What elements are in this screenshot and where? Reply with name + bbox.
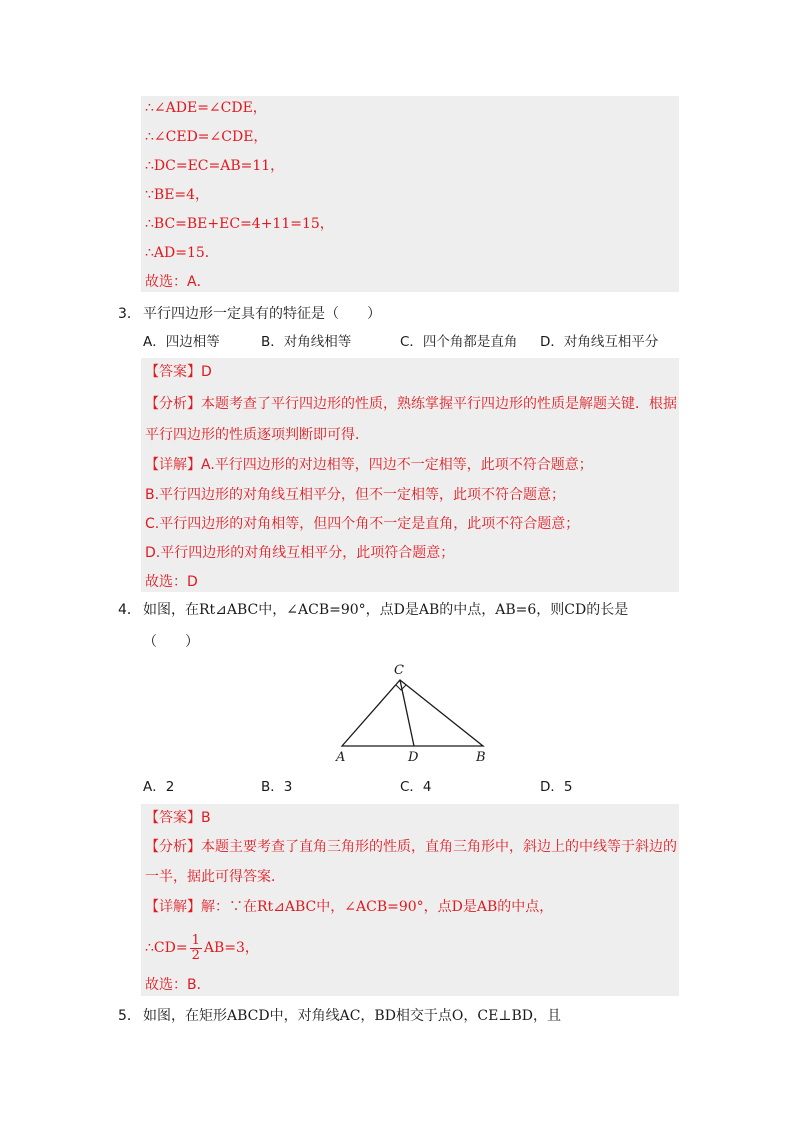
option-c: C．4 — [400, 779, 432, 795]
question-number: 4． — [118, 602, 141, 618]
answer-line: 【答案】B — [145, 810, 211, 826]
option-a: A．2 — [143, 779, 175, 795]
fraction-numerator: 1 — [191, 932, 200, 948]
answer-line: 【答案】D — [145, 364, 212, 380]
option-a: A．四边相等 — [143, 334, 220, 350]
fraction-one-half — [190, 934, 202, 963]
question-stem: 如图，在Rt⊿ABC中，∠ACB=90°，点D是AB的中点，AB=6，则CD的长是 — [143, 602, 629, 618]
detail-line: D.平行四边形的对角线互相平分，此项符合题意； — [145, 545, 455, 561]
vertex-label-b: B — [476, 750, 486, 765]
question-number: 3． — [118, 306, 141, 322]
triangle-figure — [330, 660, 500, 766]
choice-line: 故选：B． — [145, 977, 211, 993]
option-b: B．对角线相等 — [261, 334, 352, 350]
detail-prefix: ∴CD= — [145, 940, 188, 956]
detail-line: 【详解】解：∵在Rt⊿ABC中，∠ACB=90°，点D是AB的中点， — [145, 899, 554, 915]
detail-line-fraction — [145, 928, 259, 968]
option-d: D．5 — [540, 779, 573, 795]
fraction-denominator: 2 — [191, 947, 200, 963]
vertex-label-d: D — [408, 750, 419, 765]
question-stem: 平行四边形一定具有的特征是（ ） — [143, 306, 381, 322]
solution-line: ∴AD=15． — [145, 245, 219, 261]
solution-panel-prev — [141, 96, 679, 292]
solution-line: ∴DC=EC=AB=11， — [145, 158, 285, 174]
question-number: 5． — [118, 1008, 141, 1024]
solution-line: ∴∠CED=∠CDE， — [145, 129, 268, 145]
vertex-label-c: C — [394, 663, 404, 678]
analysis-line: 平行四边形的性质逐项判断即可得． — [145, 427, 369, 443]
choice-line: 故选：D — [145, 574, 198, 590]
detail-line: C.平行四边形的对角相等，但四个角不一定是直角，此项不符合题意； — [145, 516, 580, 532]
analysis-line: 一半，据此可得答案． — [145, 869, 285, 885]
solution-line: ∵BE=4， — [145, 187, 210, 203]
vertex-label-a: A — [336, 750, 346, 765]
question-paren: （ ） — [143, 634, 199, 650]
option-d: D．对角线互相平分 — [540, 334, 659, 350]
analysis-line: 【分析】本题主要考查了直角三角形的性质，直角三角形中，斜边上的中线等于斜边的 — [145, 839, 677, 855]
question-stem: 如图，在矩形ABCD中，对角线AC，BD相交于点O，CE⊥BD，且 — [143, 1008, 562, 1024]
choice-line: 故选：A． — [145, 274, 211, 290]
solution-line: ∴∠ADE=∠CDE， — [145, 100, 267, 116]
option-b: B．3 — [261, 779, 293, 795]
solution-line: ∴BC=BE+EC=4+11=15， — [145, 216, 334, 232]
detail-suffix: AB=3， — [203, 940, 259, 956]
detail-line: B.平行四边形的对角线互相平分，但不一定相等，此项不符合题意； — [145, 487, 566, 503]
detail-line: 【详解】A.平行四边形的对边相等，四边不一定相等，此项不符合题意； — [145, 457, 593, 473]
analysis-line: 【分析】本题考查了平行四边形的性质，熟练掌握平行四边形的性质是解题关键．根据 — [145, 396, 677, 412]
option-c: C．四个角都是直角 — [400, 334, 518, 350]
